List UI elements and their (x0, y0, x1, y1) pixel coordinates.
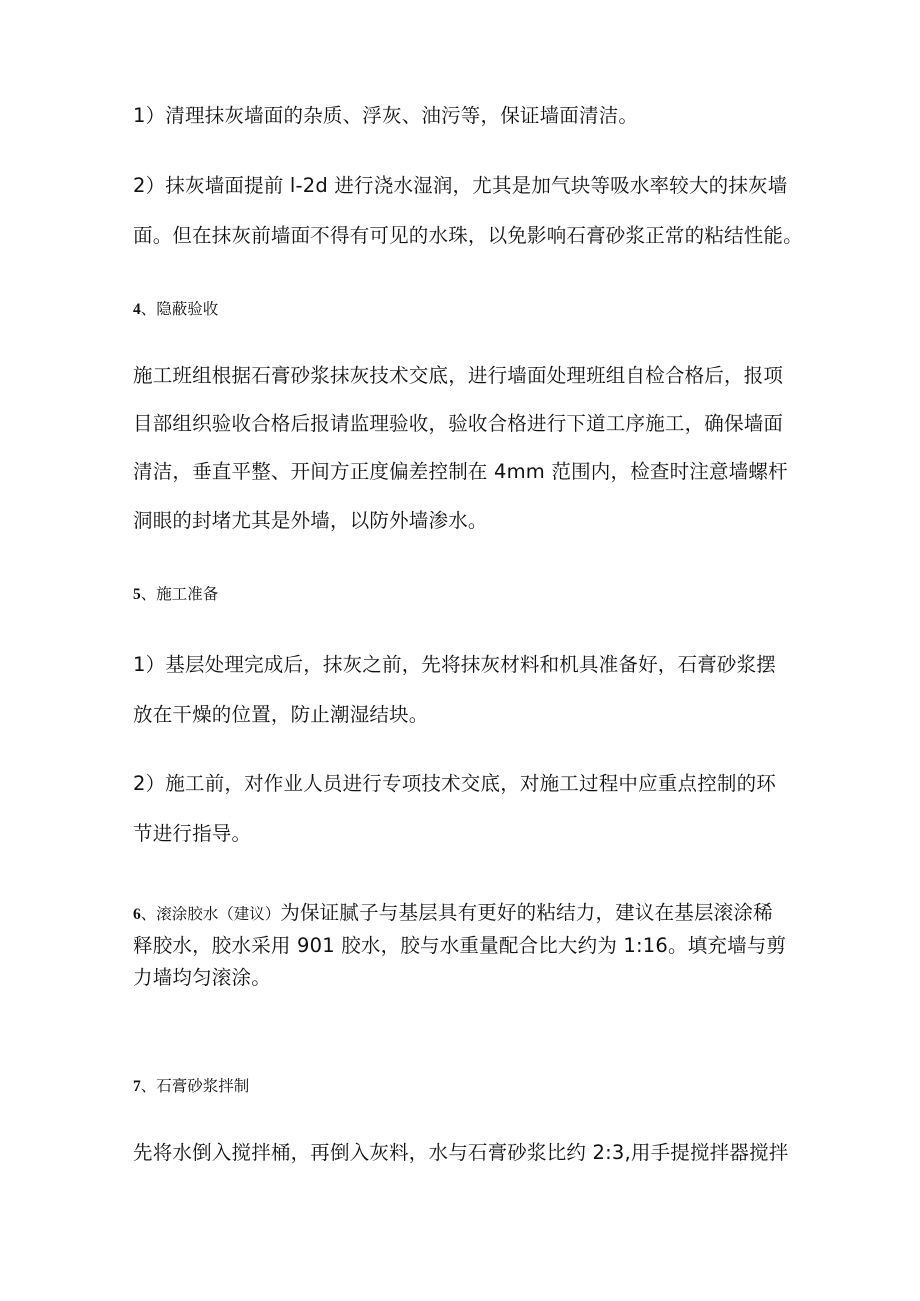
section4-line1: 施工班组根据石膏砂浆抹灰技术交底，进行墙面处理班组自检合格后，报项 (133, 364, 784, 387)
section3-item1-line1: 1）清理抹灰墙面的杂质、浮灰、油污等，保证墙面清洁。 (133, 104, 639, 127)
section4-title: 、隐蔽验收 (140, 300, 219, 318)
section4-line4: 洞眼的封堵尤其是外墙，以防外墙渗水。 (133, 509, 488, 532)
section4-heading (133, 297, 218, 322)
section4-line2: 目部组织验收合格后报请监理验收，验收合格进行下道工序施工，确保墙面 (133, 412, 784, 435)
section5-item1-line2: 放在干燥的位置，防止潮湿结块。 (133, 703, 429, 726)
section5-item2-line1: 2）施工前，对作业人员进行专项技术交底，对施工过程中应重点控制的环 (133, 772, 777, 795)
section6-heading (133, 905, 280, 923)
section5-number: 5 (133, 586, 141, 603)
section3-item2-line2: 面。但在抹灰前墙面不得有可见的水珠，以免影响石膏砂浆正常的粘结性能。 (133, 224, 803, 247)
section5-item2-line2: 节进行指导。 (133, 822, 252, 845)
section4-number: 4 (133, 301, 141, 318)
section5-heading (133, 582, 218, 607)
section7-title: 、石膏砂浆拌制 (140, 1077, 250, 1095)
section6-line1-text: 为保证腻子与基层具有更好的粘结力，建议在基层滚涂稀 (280, 901, 773, 924)
section7-number: 7 (133, 1078, 141, 1095)
section4-line3: 清洁，垂直平整、开间方正度偏差控制在 4mm 范围内，检查时注意墙螺杆 (133, 460, 788, 483)
section5-title: 、施工准备 (140, 585, 219, 603)
section7-line1: 先将水倒入搅拌桶，再倒入灰料，水与石膏砂浆比约 2:3,用手提搅拌器搅拌 (133, 1141, 789, 1164)
section6-line3: 力墙均匀滚涂。 (133, 966, 271, 989)
section6-line1 (133, 899, 773, 929)
section6-title: 、滚涂胶水（建议） (140, 905, 281, 923)
section6-number: 6 (133, 906, 141, 923)
section7-heading (133, 1074, 249, 1099)
section5-item1-line1: 1）基层处理完成后，抹灰之前，先将抹灰材料和机具准备好，石膏砂浆摆 (133, 653, 777, 676)
section3-item2-line1: 2）抹灰墙面提前 l-2d 进行浇水湿润，尤其是加气块等吸水率较大的抹灰墙 (133, 174, 788, 197)
section6-line2: 释胶水，胶水采用 901 胶水，胶与水重量配合比大约为 1:16。填充墙与剪 (133, 934, 787, 957)
